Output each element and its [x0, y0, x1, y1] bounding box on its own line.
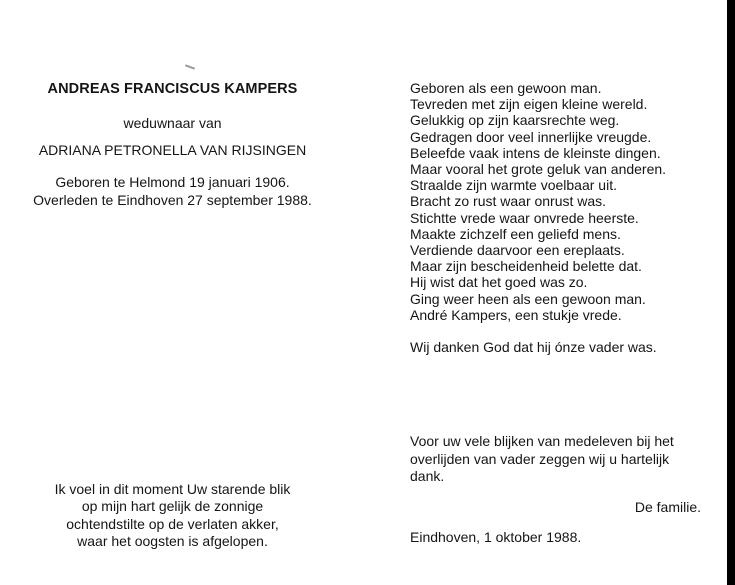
poem-line: Ging weer heen als een gewoon man. — [410, 290, 646, 307]
poem-line: Hij wist dat het goed was zo. — [410, 274, 588, 291]
acknowledgement — [410, 433, 710, 486]
acknowledgement-line: dank. — [410, 468, 445, 484]
poem-line: op mijn hart gelijk de zonnige — [81, 498, 264, 515]
poem-line: André Kampers, een stukje vrede. — [410, 306, 622, 323]
poem-line: Straalde zijn warmte voelbaar uit. — [410, 177, 617, 194]
acknowledgement-line: overlijden van vader zeggen wij u hartelijk — [410, 450, 670, 467]
poem-line: Gedragen door veel innerlijke vreugde. — [410, 128, 652, 145]
poem-line: ochtendstilte op de verlaten akker, — [66, 515, 279, 532]
poem-line: Verdiende daarvoor een ereplaats. — [410, 242, 625, 259]
place-date: Eindhoven, 1 oktober 1988. — [410, 529, 582, 545]
poem-line: Maar zijn bescheidenheid belette dat. — [410, 258, 642, 275]
poem-line: Gelukkig op zijn kaarsrechte weg. — [410, 112, 620, 129]
poem-line: Maar vooral het grote geluk van anderen. — [410, 161, 667, 178]
poem-line: Bracht zo rust waar onrust was. — [410, 193, 607, 210]
right-poem — [410, 80, 710, 323]
family-signature: De familie. — [634, 499, 701, 515]
poem-line: Maakte zichzelf een geliefd mens. — [410, 225, 621, 242]
deceased-name: ANDREAS FRANCISCUS KAMPERS — [47, 81, 298, 97]
deceased-details — [10, 80, 335, 209]
poem-line: Tevreden met zijn eigen kleine wereld. — [410, 96, 648, 113]
spouse-name: ADRIANA PETRONELLA VAN RIJSINGEN — [38, 142, 307, 158]
thanks-god-line: Wij danken God dat hij ónze vader was. — [410, 339, 657, 355]
death-line: Overleden te Eindhoven 27 september 1988. — [33, 192, 312, 208]
scan-edge — [727, 0, 735, 585]
birth-line: Geboren te Helmond 19 januari 1906. — [55, 174, 290, 190]
life-dates — [10, 173, 335, 209]
widower-label: weduwnaar van — [123, 115, 222, 131]
poem-line: Beleefde vaak intens de kleinste dingen. — [410, 144, 661, 161]
poem-line: Geboren als een gewoon man. — [410, 80, 602, 96]
left-poem — [10, 481, 335, 550]
acknowledgement-line: Voor uw vele blijken van medeleven bij het — [410, 433, 674, 449]
paper-mark — [185, 64, 195, 69]
poem-line: waar het oogsten is afgelopen. — [77, 532, 268, 549]
poem-line: Ik voel in dit moment Uw starende blik — [54, 481, 291, 497]
poem-line: Stichtte vrede waar onvrede heerste. — [410, 209, 639, 226]
